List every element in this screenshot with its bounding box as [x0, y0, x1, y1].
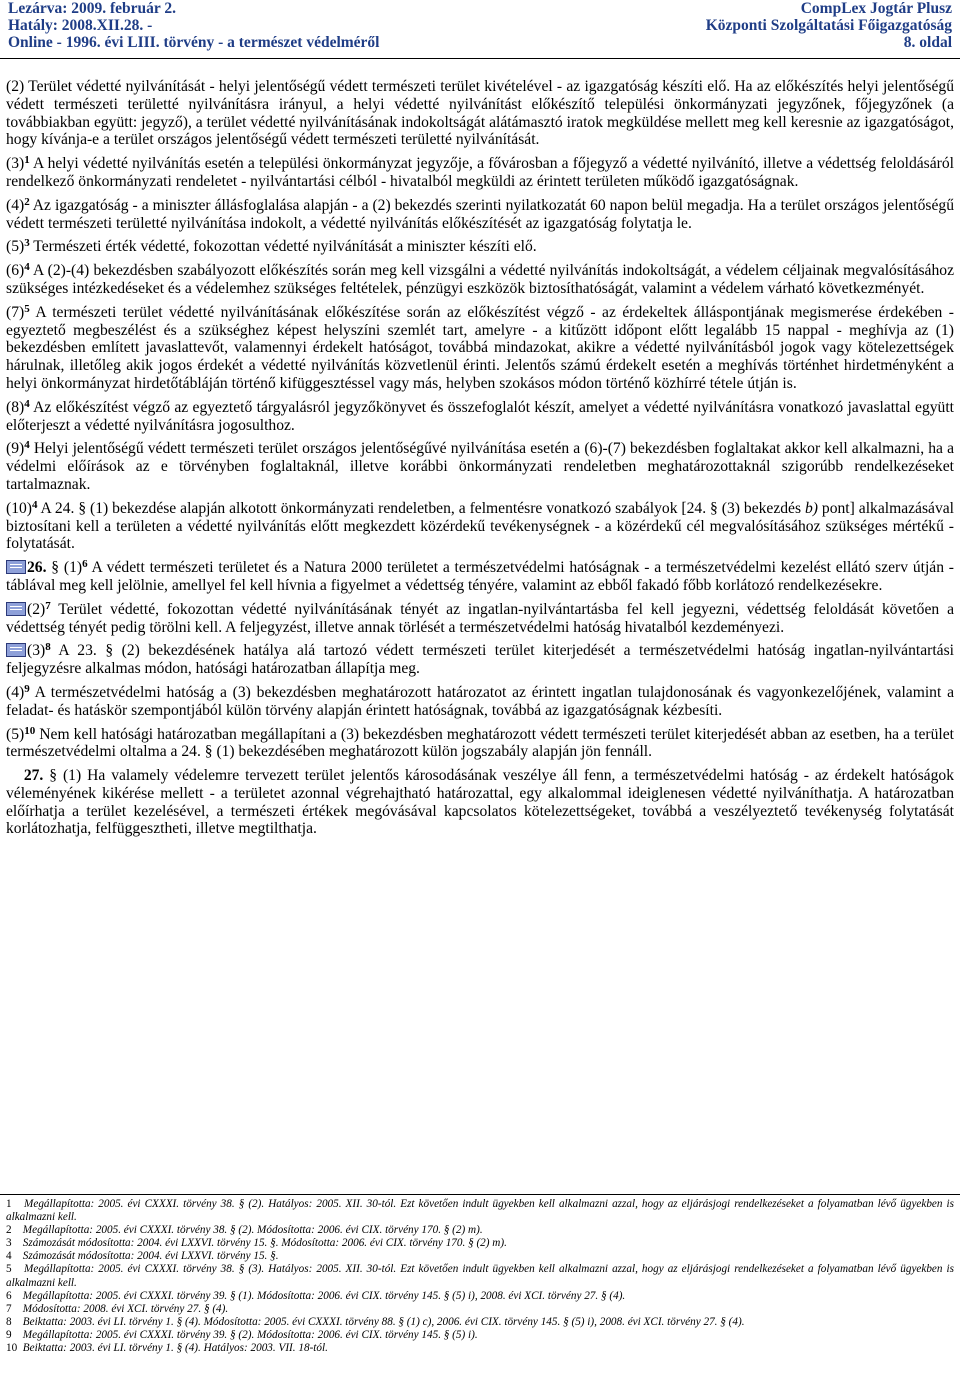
footnote	[6, 1224, 954, 1237]
section-number: 26.	[27, 559, 47, 577]
footnote-text: Számozását módosította: 2004. évi LXXVI. törvény 15. §. Módosította: 2006. évi CIX. törvény 170. § (2) m).	[20, 1237, 507, 1250]
paragraph: 26. § $(1)^6$ A védett természeti területet és a Natura 2000 területet a természetvédelmi hatóságnak - a természetvédelmi kezelést ellátó szerv útján - táblával meg kell jelölnie, amellyel fel kell hívnia a figyelmet a védettség tényére, valamint az ebből fakadó főbb korlátozó rendelkezésekre.	[6, 558, 954, 594]
section-number: 27.	[23, 767, 44, 785]
footnotes	[6, 1198, 954, 1355]
footnote	[6, 1250, 954, 1263]
footnote-text: Módosította: 2008. évi XCI. törvény 27. § (4).	[20, 1302, 229, 1315]
footnote-number: 4	[6, 1250, 12, 1263]
footnote-ref[interactable]: 1	[24, 154, 30, 167]
footnote-ref[interactable]: 5	[24, 302, 30, 315]
document-link-icon[interactable]	[6, 602, 26, 616]
footnote-ref[interactable]: 10	[24, 724, 36, 737]
footnote-number: 3	[6, 1237, 12, 1250]
paragraph: $(5)^{10}$ Nem kell hatósági határozatban megállapítani a (3) bekezdésben meghatározott védett természeti terület kiterjedését abban az esetben, ha a terület természetvédelmi oltalma a 24. § (1) bekezdésében meghatározott külön jogszabály alapján jön fennáll.	[6, 724, 954, 761]
footnote-text: Megállapította: 2005. évi CXXXI. törvény 38. § (3). Hatályos: 2005. XII. 30-tól. Ezt követően indult ügyekben kell alkalmazni azzal, hogy az eljárásjogi rendelkezéseket a folyamatban lévő ügyekben is alkalmazni kell.	[6, 1263, 954, 1289]
footnote-ref[interactable]: 8	[45, 641, 51, 654]
header-rule	[0, 58, 960, 59]
footnote-number: 6	[6, 1289, 12, 1302]
header-effective-date: Hatály: 2008.XII.28. -	[8, 17, 153, 34]
header-product: CompLex Jogtár Plusz	[800, 0, 952, 17]
footnote-ref[interactable]: 4	[31, 498, 38, 511]
footnote-ref[interactable]: 4	[24, 261, 30, 274]
footnote	[6, 1316, 954, 1329]
paragraph: 27. § (1) Ha valamely védelemre tervezett terület jelentős károsodásának veszélye áll fenn, a természetvédelmi hatóság - az érdekelt hatóságok véleményének kikérése mellett - a területet azonnal végrehajtható határozattal, egy alkalommal ideiglenesen védetté nyilváníthatja. A határozatban előírhatja a terület kezelésével, a természeti értékek megóvásával kapcsolatos kötelezettségeket, továbbá a veszélyeztető tevékenység folytatását korlátozhatja, felfüggesztheti, illetve megtilthatja.	[6, 767, 954, 838]
footnote-ref[interactable]: 7	[45, 599, 51, 612]
footnote-ref[interactable]: 2	[24, 195, 30, 208]
header-left	[8, 0, 379, 51]
paragraph: $(2)^7$ Terület védetté, fokozottan védetté nyilvánításának tényét az ingatlan-nyilvántartásba fel kell jegyezni, védettség feloldását követően a védettség tényét pedig törölni kell. A feljegyzést, illetve annak törlését a természetvédelmi hatóság hivatalból kezdeményezi.	[6, 599, 954, 636]
document-link-icon[interactable]	[6, 643, 26, 657]
paragraph: $(6)^4$ A (2)-(4) bekezdésben szabályozott előkészítés során meg kell vizsgálni a védetté nyilvánítás indokoltságát, a védelem céljainak megvalósításához szükséges intézkedéseket és a védelemhez szükséges feltételek, pénzügyi eszközök biztosíthatóságát, valamint a védelem várható következményét.	[6, 261, 954, 297]
footnote-number: 9	[6, 1328, 12, 1341]
footnote	[6, 1342, 954, 1355]
footnote-number: 1	[6, 1198, 12, 1210]
footnote-text: Beiktatta: 2003. évi LI. törvény 1. § (4). Módosította: 2005. évi CXXXI. törvény 88. § (1) c), 2006. évi CIX. törvény 145. § (5) i), 2008. évi XCI. törvény 27. § (4).	[20, 1315, 745, 1328]
footnote-text: Megállapította: 2005. évi CXXXI. törvény 38. § (2). Módosította: 2006. évi CIX. törvény 170. § (2) m).	[20, 1224, 483, 1237]
footnote	[6, 1303, 954, 1316]
header-law-title: Online - 1996. évi LIII. törvény - a természet védelméről	[8, 34, 380, 51]
footnote	[6, 1329, 954, 1342]
document-body	[6, 78, 954, 844]
footnote-text: Beiktatta: 2003. évi LI. törvény 1. § (4). Hatályos: 2003. VII. 18-tól.	[20, 1342, 328, 1355]
footnote	[6, 1290, 954, 1303]
header-publisher: Központi Szolgáltatási Főigazgatóság	[705, 17, 952, 34]
paragraph: $(10)^4$ A 24. § (1) bekezdése alapján alkotott önkormányzati rendeletben, a felmentésre vonatkozó szabályok [24. § (3) bekezdés b) pont] alkalmazásával biztosítani kell a területen a védetté nyilvánítás előtt megkezdett közérdekű tevékenységnek - a közérdekű cél megvalósításához szükséges mértékű - folytatását.	[6, 498, 955, 553]
footnote-ref[interactable]: 6	[82, 558, 88, 571]
footnote	[6, 1263, 954, 1289]
footnote-text: Megállapította: 2005. évi CXXXI. törvény 39. § (1). Módosította: 2006. évi CIX. törvény 145. § (5) i), 2008. évi XCI. törvény 27. § (4).	[20, 1289, 626, 1302]
header-page-number: 8. oldal	[903, 34, 952, 51]
footnote-ref[interactable]: 4	[24, 397, 30, 410]
header-right	[706, 0, 952, 51]
footnote-number: 8	[6, 1315, 12, 1328]
footnote-ref[interactable]: 9	[24, 682, 30, 695]
footnote-number: 2	[6, 1224, 12, 1237]
footnote-text: Számozását módosította: 2004. évi LXXVI. törvény 15. §.	[20, 1250, 279, 1263]
paragraph: $(4)^2$ Az igazgatóság - a miniszter állásfoglalása alapján - a (2) bekezdés szerinti nyilatkozatát 60 napon belül megadja. Ha a terület országos jelentőségű védett természeti területté nyilvánítása indokolt, a védetté nyilvánítás előkészítését az igazgatóság folytatja le.	[6, 195, 954, 232]
page-header	[0, 0, 960, 64]
footnote-text: Megállapította: 2005. évi CXXXI. törvény 38. § (2). Hatályos: 2005. XII. 30-tól. Ezt követően indult ügyekben kell alkalmazni azzal, hogy az eljárásjogi rendelkezéseket a folyamatban lévő ügyekben is alkalmazni kell.	[6, 1198, 954, 1224]
footnote-number: 7	[6, 1302, 12, 1315]
paragraph: $(9)^4$ Helyi jelentőségű védett természeti terület országos jelentőségűvé nyilvánítása esetén a (6)-(7) bekezdésben foglaltakat akkor kell alkalmazni, ha a védelmi előírások az e törvényben foglaltaknál, illetve korábbi önkormányzati rendeletben meghatározottaknál szigorúbb rendelkezéseket tartalmaznak.	[6, 439, 954, 493]
footnote-ref[interactable]: 4	[24, 439, 30, 452]
paragraph: $(4)^9$ A természetvédelmi hatóság a (3) bekezdésben meghatározott határozatot az érintett ingatlan tulajdonosának és vagyonkezelőjének, valamint a feladat- és hatáskör szempontjából külön törvény alapján érintett hatóságnak, továbbá az igazgatóságnak kézbesíti.	[6, 682, 954, 719]
paragraph: (2) Terület védetté nyilvánítását - helyi jelentőségű védett természeti terület kivételével - az igazgatóság készíti elő. Ha az előkészítés helyi jelentőségű védett természeti területté nyilvánításra irányul, a helyi védetté nyilvánítást előkészítő települési önkormányzati jegyzőnek, főjegyzőnek (a továbbiakban együtt: jegyző), a terület védetté nyilvánításának indokoltságát alátámasztó iratok megküldése mellett meg kell keresnie az igazgatóságot, hogy kívánja-e a terület országos jelentőségű védett természeti területté nyilvánítását.	[6, 78, 954, 149]
footnote-number: 5	[6, 1263, 12, 1276]
paragraph: $(7)^5$ A természeti terület védetté nyilvánításának előkészítése során az előkészítést végző - az érdekeltek álláspontjának megismerése érdekében - egyeztető megbeszélést és a szükséghez képest helyszíni szemlét tart, amelyre - a kitűzött időpont előtt legalább 15 nappal - meghívja az (1) bekezdésben említett javaslattevőt, valamennyi érdekelt hatóságot, továbbá mindazokat, akikre a védetté nyilvánításból jogok vagy kötelezettségek hárulnak, illetőleg akik jogos érdekét a védetté nyilvánítás közvetlenül érinti. Jelentős számú érdekelt esetén a meghívás történhet hirdetményként a helyi önkormányzat hirdetőtábláján történő kifüggesztéssel vagy más, helyben szokásos módon történő közhírré tétele útján is.	[6, 302, 954, 392]
footnote-rule	[0, 1194, 960, 1195]
paragraph: $(3)^1$ A helyi védetté nyilvánítás esetén a települési önkormányzat jegyzője, a fővárosban a főjegyző a védetté nyilvánító, illetve a védettség feloldásáról rendelkező önkormányzati rendeletet - nyilvántartási célból - hivatalból megküldi az érintett területen működő igazgatóságnak.	[6, 154, 954, 190]
paragraph: $(8)^4$ Az előkészítést végző az egyeztető tárgyalásról jegyzőkönyvet és összefoglalót készít, amelyet a védetté nyilvánításra vonatkozó javaslattal együtt előterjeszt a védetté nyilvánításra jogosulthoz.	[6, 397, 954, 434]
footnote-ref[interactable]: 3	[24, 237, 30, 250]
paragraph: $(3)^8$ A 23. § (2) bekezdésének hatálya alá tartozó védett természeti terület kiterjedését a természetvédelmi hatóság ingatlan-nyilvántartási feljegyzésre alkalmas módon, hatósági határozatban állapítja meg.	[6, 641, 954, 678]
footnote-text: Megállapította: 2005. évi CXXXI. törvény 39. § (2). Módosította: 2006. évi CIX. törvény 145. § (5) i).	[20, 1328, 478, 1341]
paragraph: $(5)^3$ Természeti érték védetté, fokozottan védetté nyilvánítását a miniszter készíti elő.	[6, 237, 537, 256]
header-closed-date: Lezárva: 2009. február 2.	[8, 0, 177, 17]
footnote-number: 10	[6, 1342, 18, 1355]
footnote	[6, 1237, 954, 1250]
document-link-icon[interactable]	[6, 560, 26, 574]
footnote	[6, 1198, 954, 1224]
